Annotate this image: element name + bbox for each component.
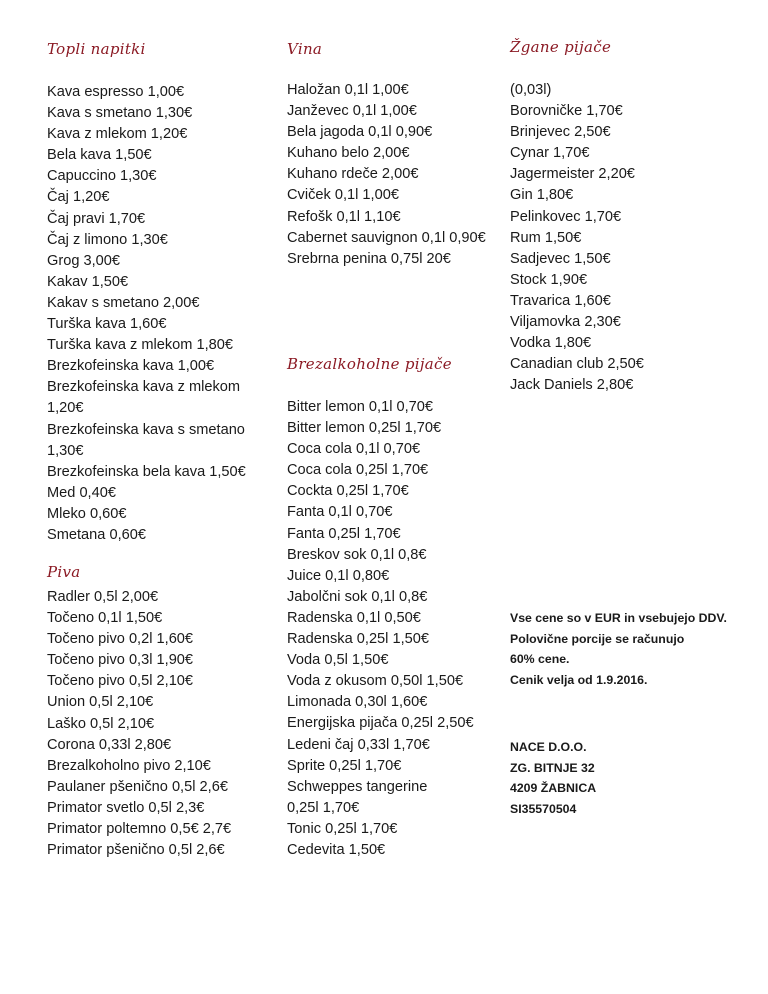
menu-item: Cockta 0,25l 1,70€	[287, 483, 409, 500]
menu-item: Brezkofeinska kava z mlekom 1,20€	[47, 379, 241, 417]
menu-item: Točeno pivo 0,5l 2,10€	[47, 673, 194, 690]
menu-item: Stock 1,90€	[510, 271, 588, 288]
menu-item: Laško 0,5l 2,10€	[47, 715, 155, 732]
menu-item: Točeno pivo 0,3l 1,90€	[47, 652, 194, 669]
menu-item: Cynar 1,70€	[510, 145, 590, 162]
menu-item: Brinjevec 2,50€	[510, 124, 611, 141]
menu-item: Schweppes tangerine 0,25l 1,70€	[287, 778, 428, 816]
menu-item: Turška kava 1,60€	[47, 316, 167, 333]
menu-item: Čaj pravi 1,70€	[47, 210, 146, 227]
list-brezalkoholne-pijace	[287, 397, 474, 861]
menu-item: Primator svetlo 0,5l 2,3€	[47, 799, 205, 816]
section-title-zgane-pijace: Žgane pijače	[510, 38, 612, 56]
menu-item: Čaj 1,20€	[47, 189, 110, 206]
menu-item: Cviček 0,1l 1,00€	[287, 187, 399, 204]
price-notes	[510, 608, 727, 690]
menu-item: Cedevita 1,50€	[287, 841, 386, 858]
menu-item: Coca cola 0,25l 1,70€	[287, 462, 429, 479]
menu-item: Radenska 0,25l 1,50€	[287, 631, 429, 648]
menu-item: Srebrna penina 0,75l 20€	[287, 250, 451, 267]
section-title-brezalkoholne: Brezalkoholne pijače	[287, 355, 452, 373]
menu-item: Ledeni čaj 0,33l 1,70€	[287, 736, 430, 753]
list-topli-napitki	[47, 82, 246, 546]
menu-item: Voda z okusom 0,50l 1,50€	[287, 673, 464, 690]
section-title-topli-napitki: Topli napitki	[47, 40, 146, 58]
menu-item: Capuccino 1,30€	[47, 168, 157, 185]
menu-item: Pelinkovec 1,70€	[510, 208, 622, 225]
menu-item: Kava z mlekom 1,20€	[47, 126, 188, 143]
menu-item: Primator pšenično 0,5l 2,6€	[47, 842, 225, 859]
menu-item: Viljamovka 2,30€	[510, 314, 621, 331]
menu-item: Mleko 0,60€	[47, 505, 127, 522]
menu-item: Jack Daniels 2,80€	[510, 377, 634, 394]
note-line: Cenik velja od 1.9.2016.	[510, 672, 648, 687]
menu-item: Primator poltemno 0,5€ 2,7€	[47, 821, 232, 838]
menu-item: Kava espresso 1,00€	[47, 84, 185, 100]
menu-item: Točeno pivo 0,2l 1,60€	[47, 631, 194, 648]
menu-item: Fanta 0,25l 1,70€	[287, 525, 401, 542]
company-line: 4209 ŽABNICA	[510, 781, 597, 795]
menu-item: Med 0,40€	[47, 484, 116, 501]
menu-item: Kakav s smetano 2,00€	[47, 294, 200, 311]
menu-item: Tonic 0,25l 1,70€	[287, 820, 398, 837]
company-line: SI35570504	[510, 801, 577, 816]
menu-item: Breskov sok 0,1l 0,8€	[287, 546, 427, 563]
list-piva	[47, 587, 231, 861]
menu-item: Bitter lemon 0,25l 1,70€	[287, 420, 442, 437]
list-zgane-pijace	[510, 80, 644, 396]
menu-item: Voda 0,5l 1,50€	[287, 652, 389, 669]
menu-item: Grog 3,00€	[47, 252, 121, 269]
menu-item: Juice 0,1l 0,80€	[287, 567, 390, 584]
menu-item: (0,03l)	[510, 82, 552, 98]
menu-item: Bela jagoda 0,1l 0,90€	[287, 124, 433, 141]
menu-item: Janževec 0,1l 1,00€	[287, 103, 417, 120]
menu-item: Borovničke 1,70€	[510, 103, 623, 120]
menu-item: Sprite 0,25l 1,70€	[287, 757, 402, 774]
menu-item: Limonada 0,30l 1,60€	[287, 694, 428, 711]
menu-item: Travarica 1,60€	[510, 292, 611, 309]
menu-item: Paulaner pšenično 0,5l 2,6€	[47, 778, 228, 795]
section-title-piva: Piva	[47, 563, 81, 581]
menu-item: Gin 1,80€	[510, 187, 574, 204]
menu-item: Corona 0,33l 2,80€	[47, 736, 172, 753]
menu-item: Haložan 0,1l 1,00€	[287, 82, 409, 98]
company-info	[510, 737, 596, 819]
menu-item: Radenska 0,1l 0,50€	[287, 609, 421, 626]
menu-item: Brezkofeinska bela kava 1,50€	[47, 463, 246, 480]
menu-item: Refošk 0,1l 1,10€	[287, 208, 401, 225]
menu-item: Rum 1,50€	[510, 229, 582, 246]
menu-item: Bitter lemon 0,1l 0,70€	[287, 399, 434, 415]
menu-item: Canadian club 2,50€	[510, 356, 644, 373]
menu-item: Radler 0,5l 2,00€	[47, 589, 159, 605]
note-line: Polovične porcije se računujo	[510, 631, 685, 646]
menu-item: Sadjevec 1,50€	[510, 250, 611, 267]
section-title-vina: Vina	[287, 40, 323, 58]
menu-item: Brezkofeinska kava 1,00€	[47, 358, 215, 375]
menu-item: Vodka 1,80€	[510, 335, 592, 352]
menu-item: Union 0,5l 2,10€	[47, 694, 154, 711]
menu-item: Coca cola 0,1l 0,70€	[287, 441, 421, 458]
menu-item: Kuhano belo 2,00€	[287, 145, 410, 162]
menu-item: Turška kava z mlekom 1,80€	[47, 337, 234, 354]
menu-item: Brezalkoholno pivo 2,10€	[47, 757, 211, 774]
company-line: NACE D.O.O.	[510, 740, 587, 754]
note-line: Vse cene so v EUR in vsebujejo DDV.	[510, 611, 727, 625]
menu-item: Kakav 1,50€	[47, 273, 129, 290]
menu-item: Točeno 0,1l 1,50€	[47, 610, 163, 627]
menu-item: Smetana 0,60€	[47, 526, 146, 543]
menu-item: Fanta 0,1l 0,70€	[287, 504, 393, 521]
note-line: 60% cene.	[510, 652, 570, 666]
menu-item: Bela kava 1,50€	[47, 147, 152, 164]
menu-item: Cabernet sauvignon 0,1l 0,90€	[287, 229, 486, 246]
company-line: ZG. BITNJE 32	[510, 760, 595, 775]
menu-item: Čaj z limono 1,30€	[47, 231, 168, 248]
menu-item: Kuhano rdeče 2,00€	[287, 166, 419, 183]
menu-item: Jabolčni sok 0,1l 0,8€	[287, 588, 428, 605]
menu-item: Energijska pijača 0,25l 2,50€	[287, 715, 474, 732]
menu-item: Brezkofeinska kava s smetano 1,30€	[47, 421, 245, 459]
menu-item: Kava s smetano 1,30€	[47, 105, 193, 122]
list-vina	[287, 80, 486, 270]
menu-item: Jagermeister 2,20€	[510, 166, 635, 183]
